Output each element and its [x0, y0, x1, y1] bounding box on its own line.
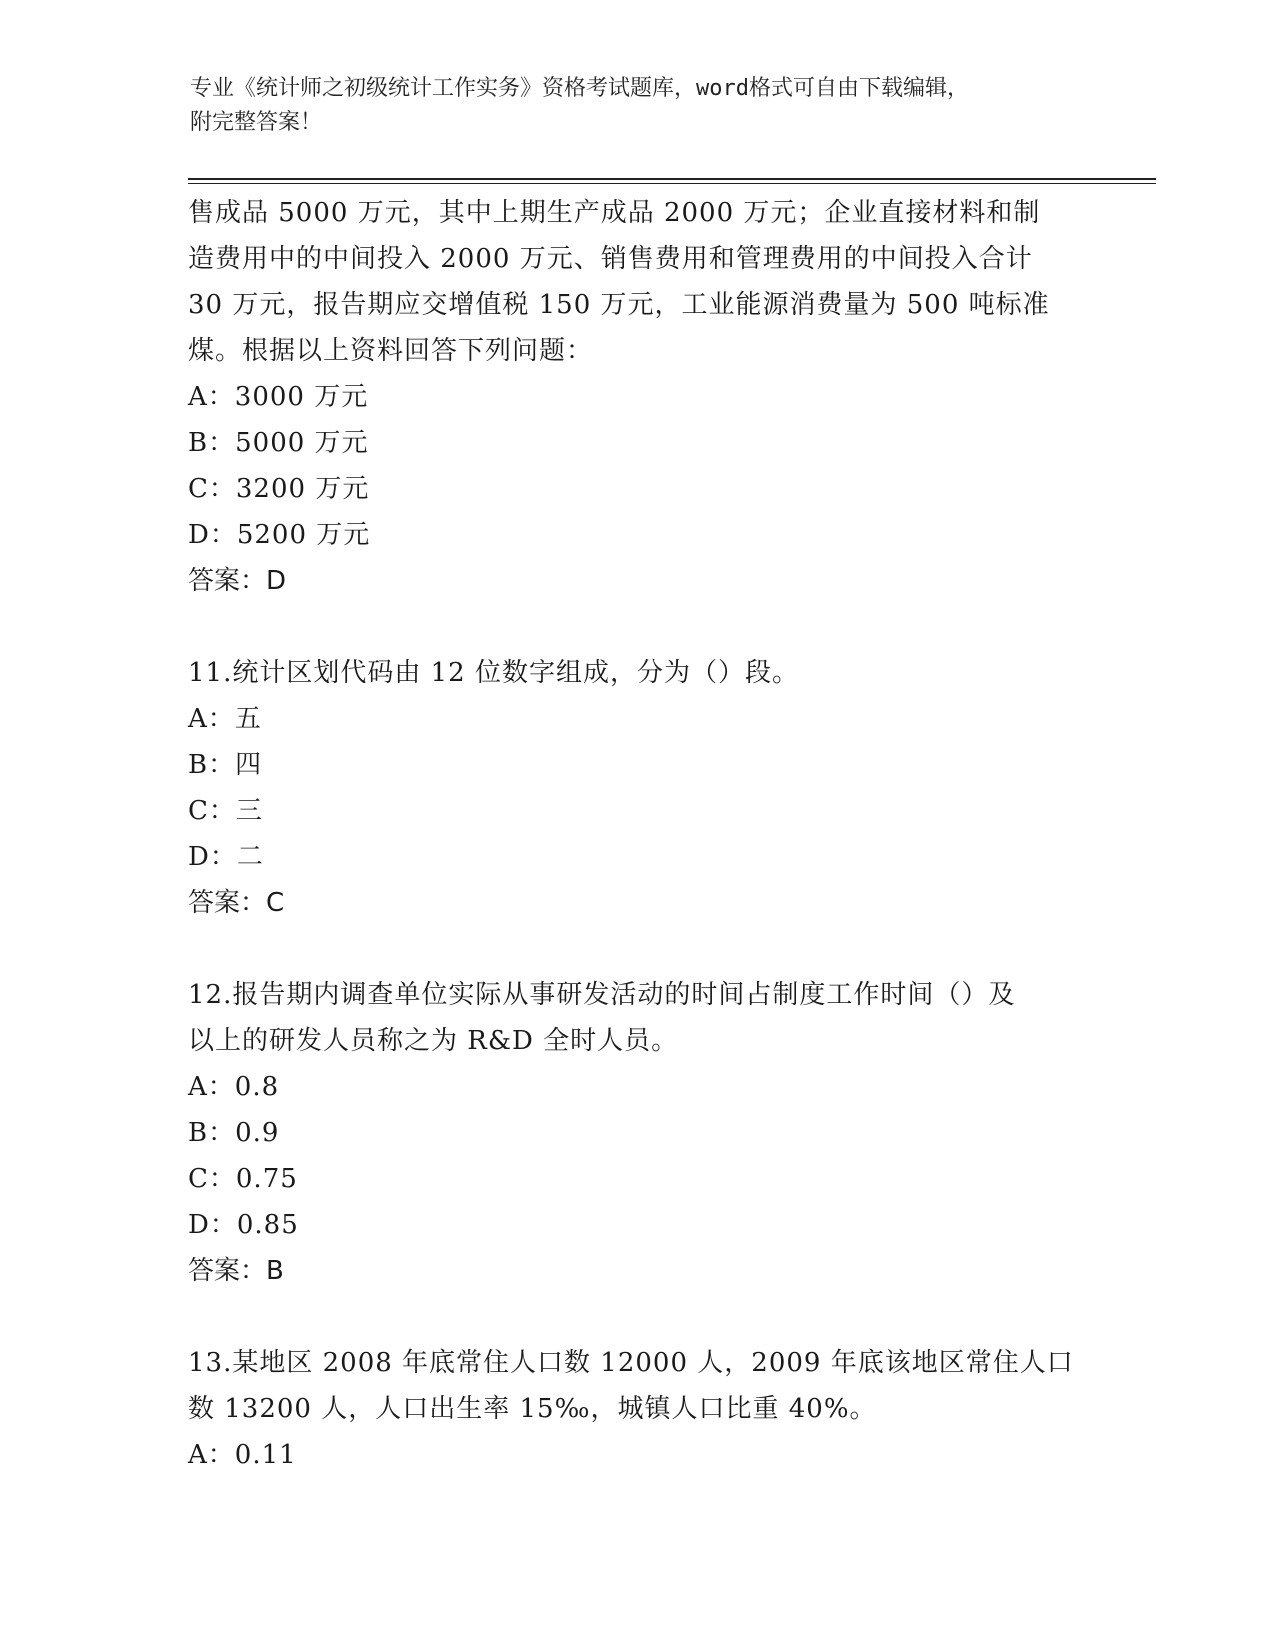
option-c: C：三 [188, 796, 263, 826]
option-c: C：0.75 [188, 1164, 298, 1194]
option-a: A：0.8 [188, 1072, 280, 1102]
question-block-11 [188, 650, 1088, 926]
option-c: C：3200 万元 [188, 474, 370, 504]
option-a: A：3000 万元 [188, 382, 369, 412]
option-b: B：5000 万元 [188, 428, 369, 458]
question-block-12 [188, 972, 1088, 1294]
option-b: B：四 [188, 750, 263, 780]
block-spacer [188, 604, 1088, 650]
question-stem-line: 煤。根据以上资料回答下列问题： [188, 336, 594, 366]
question-list [188, 190, 1088, 1478]
question-block-13 [188, 1340, 1088, 1478]
header-divider-thick [188, 178, 1156, 180]
option-d: D：二 [188, 842, 264, 872]
header-divider-thin [188, 183, 1156, 184]
question-stem-line: 售成品 5000 万元，其中上期生产成品 2000 万元；企业直接材料和制 [188, 198, 1041, 228]
document-header [190, 72, 1070, 140]
question-stem-line: 11.统计区划代码由 12 位数字组成，分为（）段。 [188, 658, 799, 688]
question-stem-line: 数 13200 人，人口出生率 15‰，城镇人口比重 40%。 [188, 1394, 877, 1424]
option-d: D：0.85 [188, 1210, 299, 1240]
option-a: A：0.11 [188, 1440, 297, 1470]
question-stem-line: 以上的研发人员称之为 R&D 全时人员。 [188, 1026, 679, 1056]
question-stem-line: 13.某地区 2008 年底常住人口数 12000 人，2009 年底该地区常住人口 [188, 1348, 1074, 1378]
header-line-2: 附完整答案！ [190, 110, 323, 135]
question-stem-line: 30 万元，报告期应交增值税 150 万元，工业能源消费量为 500 吨标准 [188, 290, 1050, 320]
question-block-10 [188, 190, 1088, 604]
block-spacer [188, 1294, 1088, 1340]
answer-label: 答案：B [188, 1256, 284, 1286]
block-spacer [188, 926, 1088, 972]
option-d: D：5200 万元 [188, 520, 371, 550]
option-a: A：五 [188, 704, 262, 734]
header-line-1: 专业《统计师之初级统计工作实务》资格考试题库，word格式可自由下载编辑， [190, 76, 969, 101]
option-b: B：0.9 [188, 1118, 280, 1148]
answer-label: 答案：D [188, 566, 287, 596]
answer-label: 答案：C [188, 888, 285, 918]
question-stem-line: 12.报告期内调查单位实际从事研发活动的时间占制度工作时间（）及 [188, 980, 1016, 1010]
question-stem-line: 造费用中的中间投入 2000 万元、销售费用和管理费用的中间投入合计 [188, 244, 1033, 274]
